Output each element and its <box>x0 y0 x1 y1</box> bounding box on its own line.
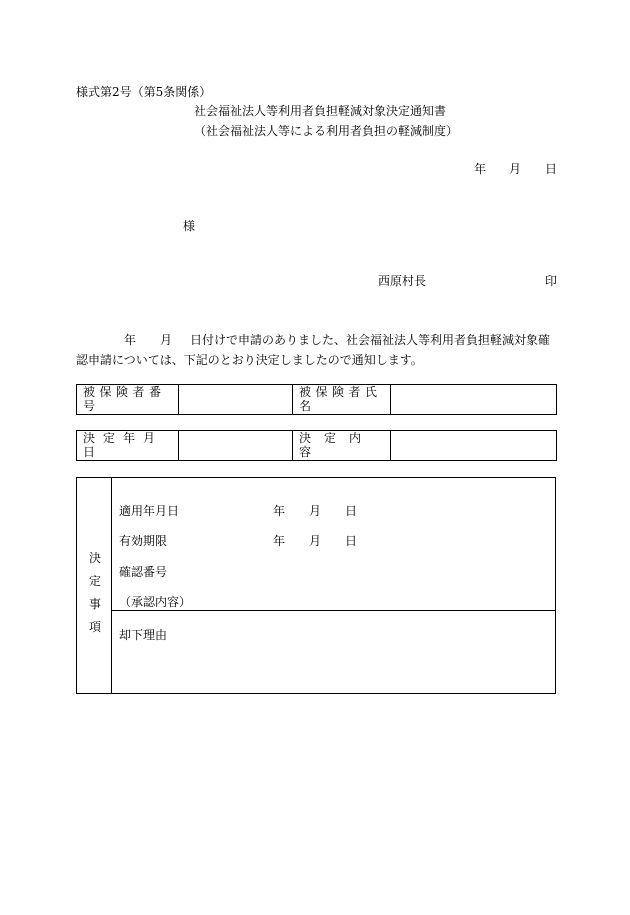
applicable-date-year: 年 <box>273 504 286 518</box>
applicable-date-day: 日 <box>345 504 358 518</box>
decision-side-label: 決定事項 <box>89 551 102 634</box>
seal-mark: 印 <box>545 274 558 288</box>
rejection-reason-label: 却下理由 <box>119 628 168 642</box>
insured-number-label: 被保険者番号 <box>77 385 179 415</box>
valid-period-year: 年 <box>273 534 286 548</box>
valid-period-month: 月 <box>309 534 322 548</box>
decision-info-table <box>76 430 557 461</box>
insured-name-field[interactable] <box>391 385 557 415</box>
form-number-label: 様式第2号（第5条関係） <box>76 85 212 99</box>
valid-period-day: 日 <box>345 534 358 548</box>
body-year: 年 <box>124 333 137 347</box>
approval-content-label: （承認内容） <box>119 595 192 609</box>
body-line2: 認申請については、下記のとおり決定しましたので通知します。 <box>76 353 423 367</box>
confirmation-number-label: 確認番号 <box>119 565 168 579</box>
decision-side-column <box>77 478 112 693</box>
valid-period-label: 有効期限 <box>119 534 168 548</box>
body-month: 月 <box>160 333 173 347</box>
applicable-date-label: 適用年月日 <box>119 504 180 518</box>
document-title: 社会福祉法人等利用者負担軽減対象決定通知書 <box>194 104 447 118</box>
section-divider <box>112 610 555 611</box>
decision-date-field[interactable] <box>179 431 293 461</box>
issuer-name: 西原村長 <box>378 274 427 288</box>
document-subtitle: （社会福祉法人等による利用者負担の軽減制度） <box>194 124 459 138</box>
decision-content-label: 決定内容 <box>293 431 391 461</box>
issue-date-month: 月 <box>509 162 522 176</box>
issue-date-day: 日 <box>545 162 558 176</box>
issue-date-year: 年 <box>474 162 487 176</box>
body-line1: 日付けで申請のありました、社会福祉法人等利用者負担軽減対象確 <box>190 333 551 347</box>
notice-body <box>76 330 558 370</box>
decision-content-field[interactable] <box>391 431 557 461</box>
insured-name-label: 被保険者氏名 <box>293 385 391 415</box>
addressee-suffix: 様 <box>183 219 196 233</box>
decision-details-box <box>76 477 556 694</box>
applicable-date-month: 月 <box>309 504 322 518</box>
decision-date-label: 決定年月日 <box>77 431 179 461</box>
insured-info-table <box>76 384 557 415</box>
insured-number-field[interactable] <box>179 385 293 415</box>
